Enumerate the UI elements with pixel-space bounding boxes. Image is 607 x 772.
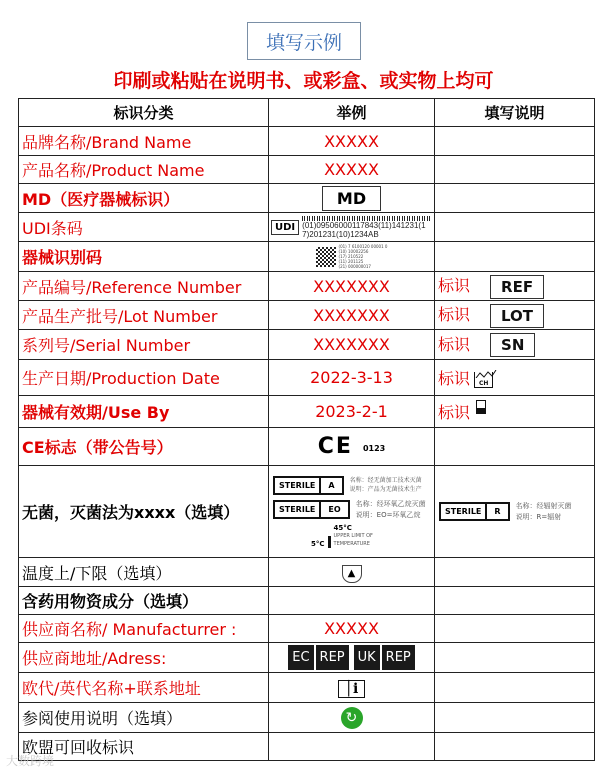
table-row	[19, 156, 595, 184]
label-table	[18, 98, 595, 761]
row-label: 生产日期/Production Date	[19, 360, 269, 396]
uk-rep-symbol: UK	[354, 645, 380, 670]
green-dot-recycle-icon: ↻	[341, 707, 363, 729]
sterile-desc: 说明：R=辐射	[515, 512, 562, 521]
table-header	[19, 99, 595, 127]
row-note: 标识	[438, 369, 471, 388]
header-category: 标识分类	[19, 99, 269, 127]
temp-caption: TEMPERATURE	[333, 540, 370, 547]
row-label: UDI条码	[19, 213, 269, 242]
page-title: 填写示例	[247, 22, 361, 60]
factory-roof-icon	[475, 370, 497, 378]
empty-cell	[435, 213, 595, 242]
empty-cell	[435, 184, 595, 213]
sterile-name: 名称：经环氧乙烷灭菌	[355, 499, 426, 508]
table-row	[19, 242, 595, 272]
sterile-code: R	[485, 504, 507, 519]
ce-mark: CE	[317, 434, 353, 459]
row-label: 欧代/英代名称+联系地址	[19, 673, 269, 703]
row-label: 器械识别码	[19, 242, 269, 272]
row-label: 参阅使用说明（选填）	[19, 703, 269, 733]
table-row	[19, 360, 595, 396]
header-notes: 填写说明	[435, 99, 595, 127]
row-example: XXXXXXX	[269, 330, 435, 360]
temp-high: 45°C	[333, 523, 352, 532]
table-row	[19, 272, 595, 301]
sterile-word: STERILE	[279, 480, 316, 490]
table-row	[19, 184, 595, 213]
row-note: 标识	[438, 403, 471, 422]
empty-cell	[435, 558, 595, 587]
info-book-icon: │i	[338, 680, 366, 698]
row-example: 2022-3-13	[269, 360, 435, 396]
row-label: 产品名称/Product Name	[19, 156, 269, 184]
row-label: 器械有效期/Use By	[19, 396, 269, 428]
row-label: MD（医疗器械标识）	[19, 184, 269, 213]
table-row	[19, 733, 595, 761]
empty-cell	[435, 615, 595, 643]
table-row	[19, 213, 595, 242]
sterile-word: STERILE	[445, 507, 482, 516]
table-row	[19, 396, 595, 428]
uk-rep-symbol: REP	[382, 645, 415, 670]
row-example: XXXXX	[269, 615, 435, 643]
empty-cell	[435, 733, 595, 761]
sterile-name: 名称：经辐射灭菌	[515, 501, 572, 510]
table-row	[19, 643, 595, 673]
hourglass-icon	[476, 400, 486, 414]
row-label: 供应商名称/ Manufacturrer :	[19, 615, 269, 643]
empty-cell	[269, 587, 435, 615]
table-row	[19, 428, 595, 466]
datamatrix-icon	[316, 247, 336, 267]
ref-symbol: REF	[490, 275, 544, 299]
row-label: CE标志（带公告号）	[19, 428, 269, 466]
row-example: XXXXX	[269, 156, 435, 184]
row-label: 产品生产批号/Lot Number	[19, 301, 269, 330]
row-label: 含药用物资成分（选填）	[19, 587, 269, 615]
empty-cell	[435, 643, 595, 673]
ec-rep-symbol: EC	[288, 645, 313, 670]
row-example: XXXXXXX	[269, 301, 435, 330]
row-label: 品牌名称/Brand Name	[19, 127, 269, 156]
table-row	[19, 703, 595, 733]
row-example: 2023-2-1	[269, 396, 435, 428]
id-line: (21) 000000017	[338, 264, 371, 269]
id-line: (11) 201125	[338, 259, 364, 264]
id-line: (17) 210522	[338, 254, 364, 259]
empty-cell	[435, 242, 595, 272]
row-note: 标识	[438, 305, 471, 325]
lot-symbol: LOT	[490, 304, 544, 328]
temp-caption: UPPER LIMIT OF	[333, 532, 373, 539]
table-row	[19, 558, 595, 587]
sterile-name: 名称：经无菌加工技术灭菌	[349, 477, 422, 484]
notified-body-number: 0123	[362, 444, 386, 453]
md-symbol: MD	[322, 186, 381, 211]
header-example: 举例	[269, 99, 435, 127]
table-row	[19, 301, 595, 330]
udi-code: (01)09506000117843(11)141231(17)201231(10)1234AB	[302, 220, 426, 239]
sterile-word: STERILE	[279, 505, 316, 514]
empty-cell	[435, 673, 595, 703]
caution-triangle-icon: ▲	[342, 565, 362, 583]
row-note: 标识	[438, 276, 471, 296]
factory-icon	[474, 372, 493, 388]
row-example: XXXXXXX	[269, 272, 435, 301]
table-row	[19, 673, 595, 703]
table-row	[19, 615, 595, 643]
id-line: (01) 7 6100120 00001 0	[338, 244, 388, 249]
row-label: 系列号/Serial Number	[19, 330, 269, 360]
id-line: (10) 10002256	[338, 249, 369, 254]
table-row	[19, 330, 595, 360]
table-row	[19, 127, 595, 156]
row-example: XXXXX	[269, 127, 435, 156]
sterile-desc: 说明：EO=环氧乙烷	[355, 510, 421, 519]
empty-cell	[435, 428, 595, 466]
empty-cell	[435, 127, 595, 156]
country-code: CH	[479, 379, 489, 387]
sterile-code: A	[319, 478, 341, 493]
temp-low: 5°C	[311, 539, 325, 548]
subtitle: 印刷或粘贴在说明书、或彩盒、或实物上均可	[113, 70, 494, 92]
row-label: 产品编号/Reference Number	[19, 272, 269, 301]
sterile-desc: 说明：产品为无菌技术生产	[349, 486, 422, 493]
empty-cell	[435, 587, 595, 615]
table-row	[19, 466, 595, 558]
empty-cell	[269, 733, 435, 761]
empty-cell	[435, 703, 595, 733]
row-label: 温度上/下限（选填）	[19, 558, 269, 587]
table-row	[19, 587, 595, 615]
udi-tag: UDI	[271, 220, 299, 235]
row-note: 标识	[438, 334, 471, 354]
row-label: 供应商地址/Adress:	[19, 643, 269, 673]
watermark: 大数跨境	[6, 754, 55, 768]
sn-symbol: SN	[490, 333, 535, 357]
thermometer-icon	[328, 536, 331, 548]
row-label: 无菌，灭菌法为xxxx（选填）	[19, 466, 269, 558]
row-label: 欧盟可回收标识	[19, 733, 269, 761]
sterile-code: EO	[319, 502, 347, 517]
ec-rep-symbol: REP	[316, 645, 349, 670]
empty-cell	[435, 156, 595, 184]
